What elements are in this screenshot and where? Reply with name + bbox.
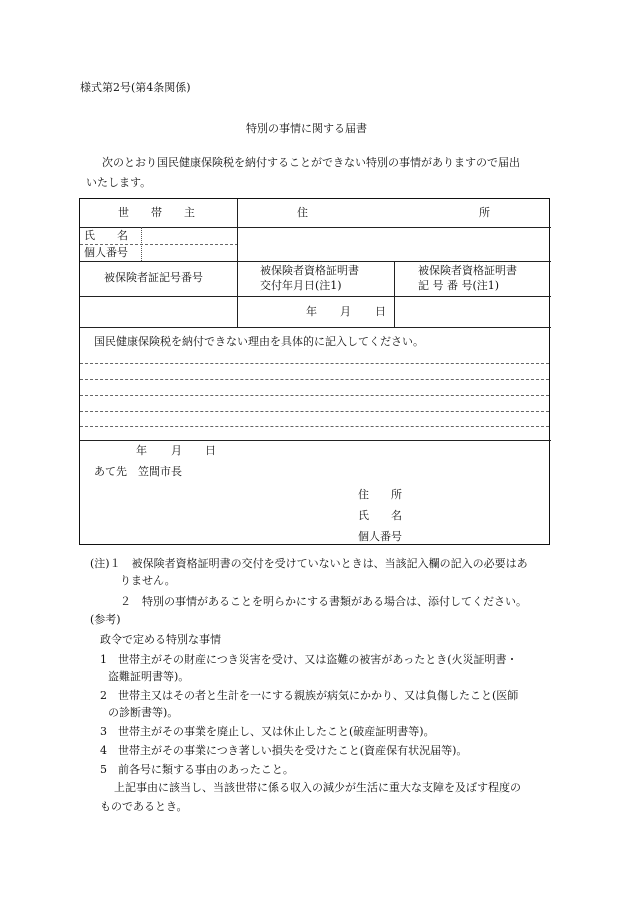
reference-item-4: 4 世帯主がその事業につき著しい損失を受けたこと(資産保有状況届等)。 [100,744,468,757]
page-title: 特別の事情に関する届書 [246,122,367,135]
date-month: 月 [340,305,351,318]
reference-item-1-line1: 1 世帯主がその財産につき災害を受け、又は盗難の被害があったとき(火災証明書・ [100,653,518,666]
reference-heading: (参考) [90,613,121,626]
col-cert-date-line1: 被保険者資格証明書 [260,264,359,277]
date-year: 年 [306,305,317,318]
col-cert-num-line2: 記 号 番 号(注1) [418,279,500,292]
addressee: あて先 笠間市長 [94,465,182,478]
reference-item-2-line2: の診断書等)。 [108,706,179,719]
col-cert-date-line2: 交付年月日(注1) [260,279,342,292]
label-kojin-bango: 個人番号 [84,246,128,259]
notification-form-table [79,198,550,545]
label-shimei: 氏 名 [84,229,128,242]
row-divider [80,327,551,328]
col-insured-id: 被保険者証記号番号 [104,271,203,284]
reference-title: 政令で定める特別な事情 [100,633,221,646]
sign-shimei: 氏 名 [358,509,402,522]
note-1-line2: りません。 [120,574,176,587]
sign-kojin-bango: 個人番号 [358,530,402,543]
header-setainushi: 世 帯 主 [118,206,195,219]
reason-line [80,363,549,364]
reason-line [80,395,549,396]
reason-line [80,426,549,427]
sign-month: 月 [171,444,182,457]
reason-prompt: 国民健康保険税を納付できない理由を具体的に記入してください。 [94,335,424,348]
closing-line2: ものであるとき。 [100,800,188,813]
row-divider [80,440,551,441]
sign-jusho: 住 所 [358,488,402,501]
closing-line1: 上記事由に該当し、当該世帯に係る収入の減少が生活に重大な支障を及ぼす程度の [114,781,521,794]
name-id-dashed-divider [80,244,238,245]
column-divider [394,261,395,327]
row-divider [80,227,551,228]
sign-day: 日 [205,444,216,457]
row-divider [80,261,551,262]
reference-item-3: 3 世帯主がその事業を廃止し、又は休止したこと(破産証明書等)。 [100,725,435,738]
reference-item-1-line2: 盗難証明書等)。 [108,670,190,683]
reason-line [80,411,549,412]
header-jusho-sho: 所 [479,206,490,219]
reason-line [80,379,549,380]
header-jusho-ju: 住 [297,206,308,219]
intro-line-1: 次のとおり国民健康保険税を納付することができない特別の事情がありますので届出 [102,156,520,169]
sign-year: 年 [136,444,147,457]
intro-line-2: いたします。 [86,176,152,189]
col-cert-num-line1: 被保険者資格証明書 [418,264,517,277]
form-number: 様式第2号(第4条関係) [80,81,191,94]
note-1-line1: (注)１ 被保険者資格証明書の交付を受けていないときは、当該記入欄の記入の必要はあ [90,557,528,570]
reference-item-5: 5 前各号に類する事由のあったこと。 [100,763,294,776]
row-divider [80,296,551,297]
note-2: ２ 特別の事情があることを明らかにする書類がある場合は、添付してください。 [120,595,527,608]
label-dotted-divider [141,227,142,261]
column-divider [237,199,238,327]
reference-item-2-line1: 2 世帯主又はその者と生計を一にする親族が病気にかかり、又は負傷したこと(医師 [100,689,519,702]
date-day: 日 [375,305,386,318]
